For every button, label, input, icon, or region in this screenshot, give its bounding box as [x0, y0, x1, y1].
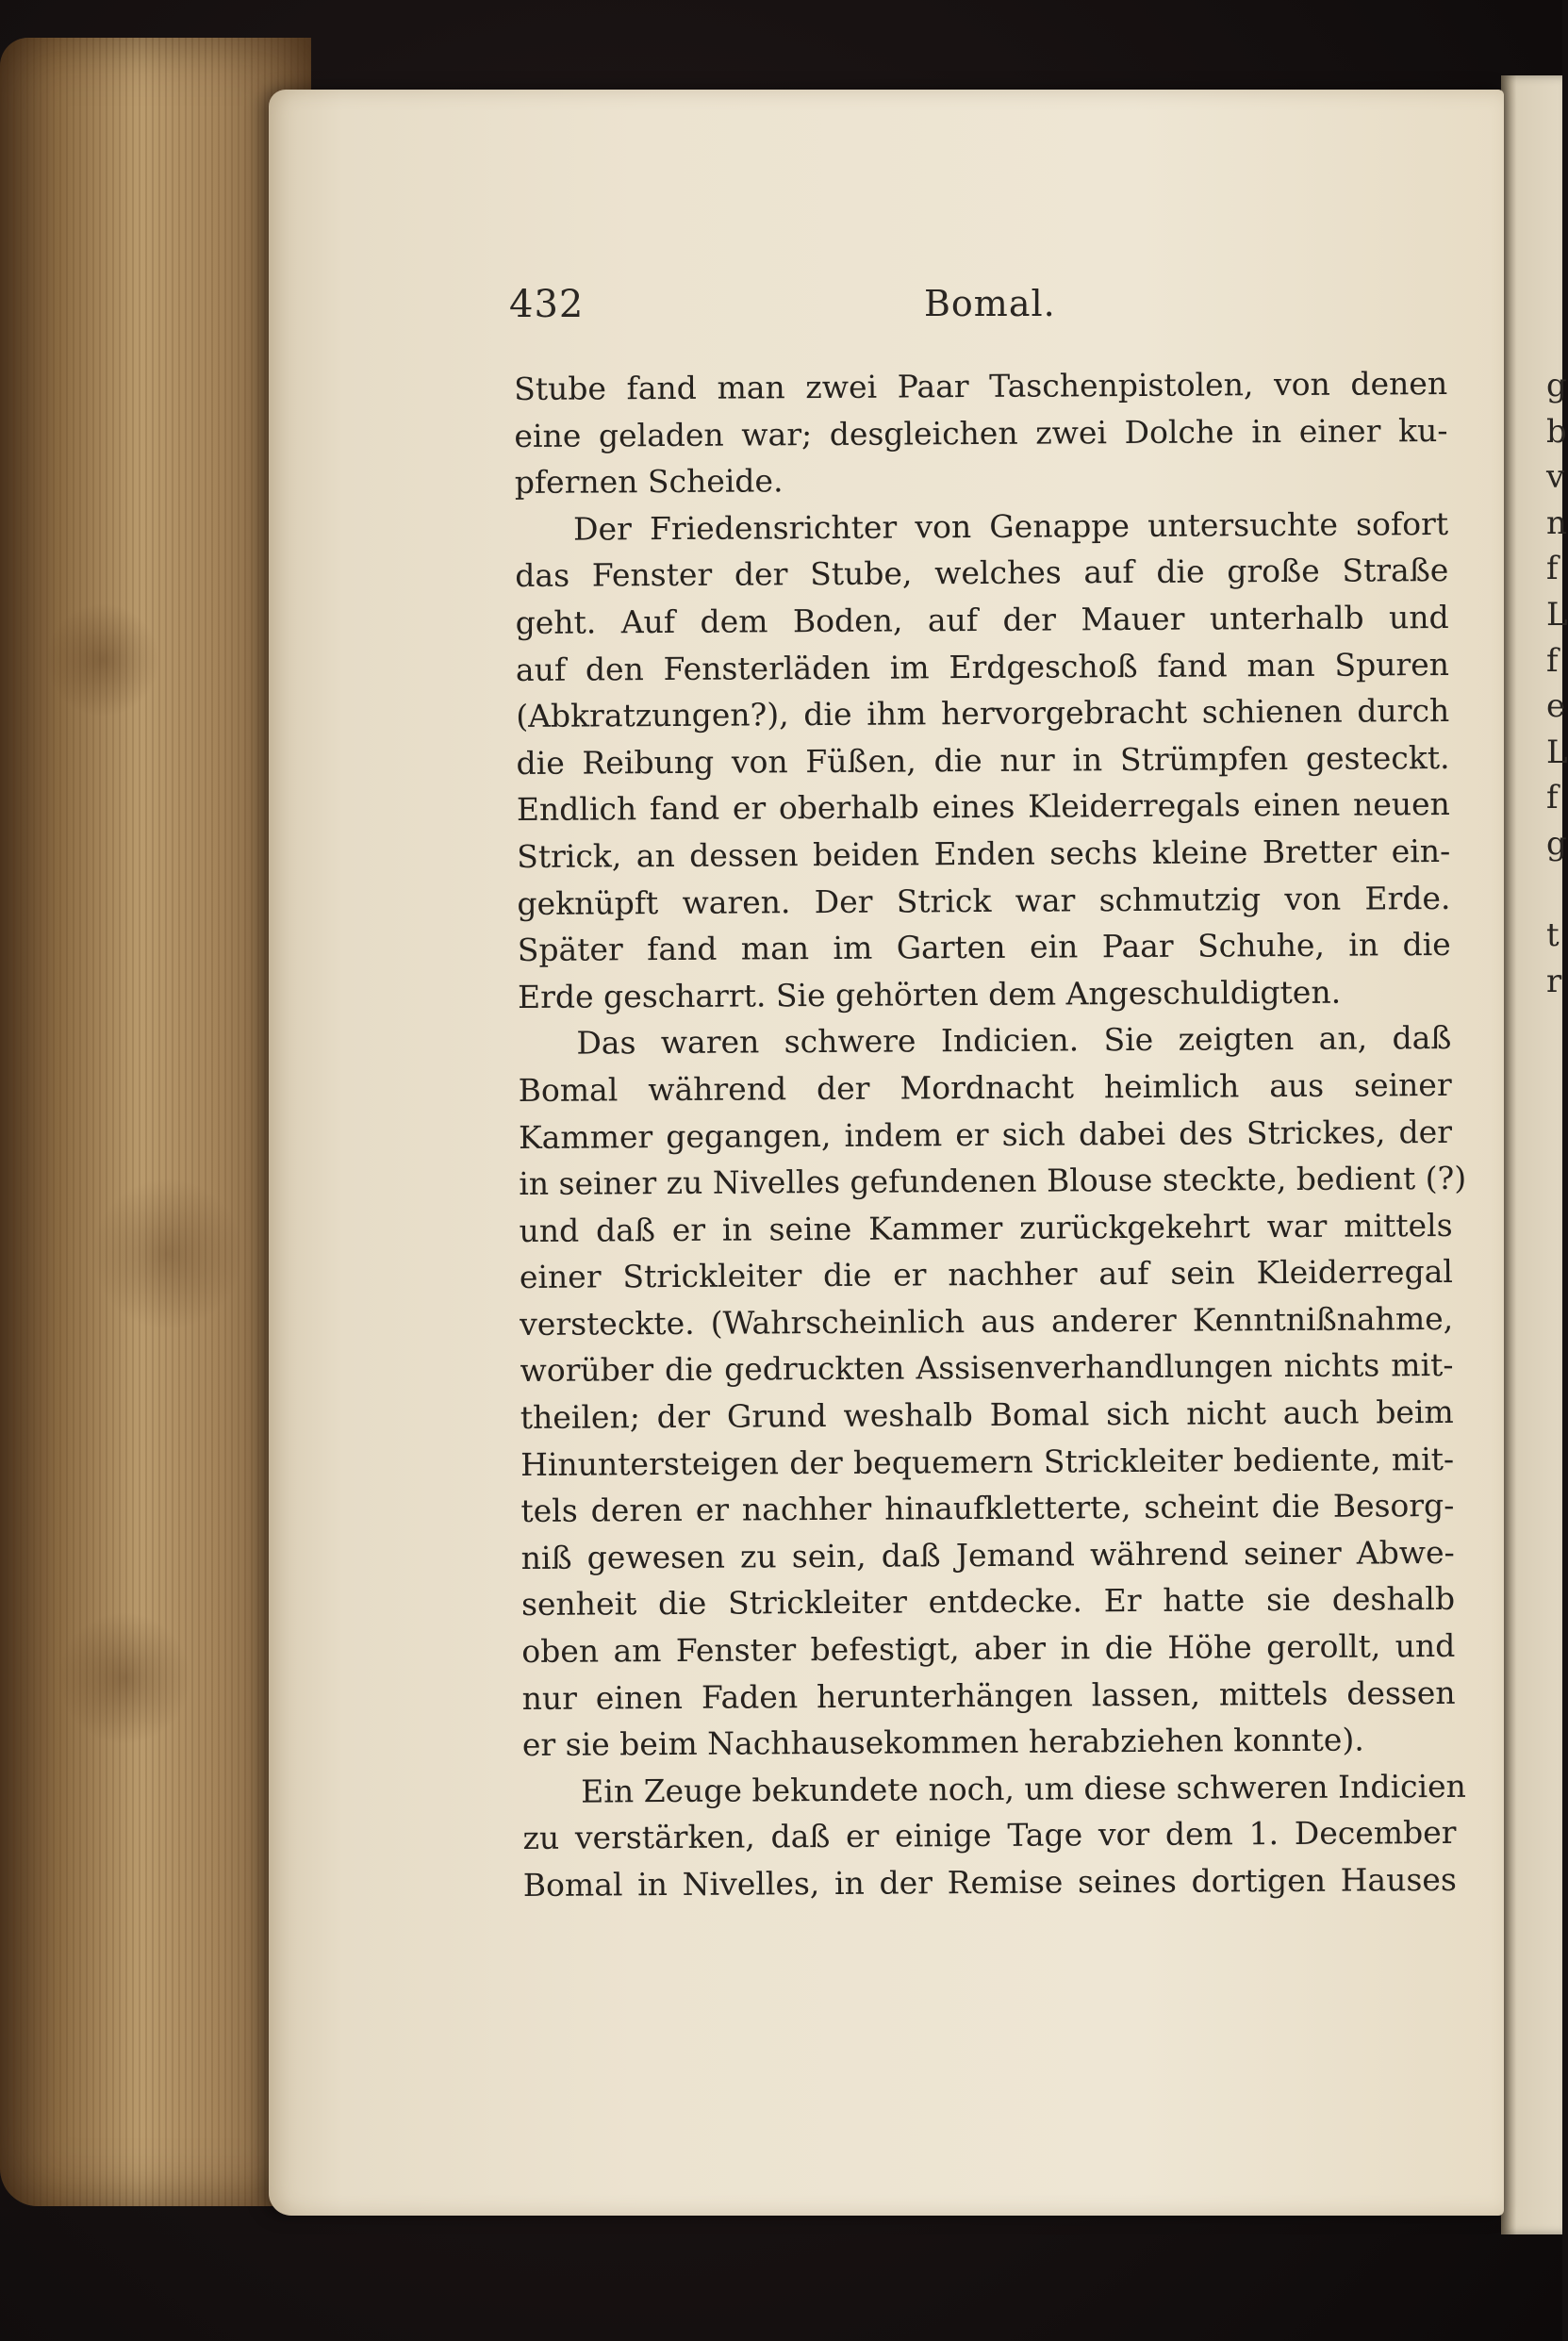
text-line: niß gewesen zu sein, daß Jemand während seiner Abwe- [520, 1533, 1455, 1576]
facing-page-letter: g [1546, 367, 1567, 404]
facing-page-letter: n [1546, 503, 1567, 542]
facing-page-letter: L [1546, 595, 1568, 634]
text-line: theilen; der Grund weshalb Bomal sich nicht auch beim [520, 1393, 1454, 1437]
text-line: (Abkratzungen?), die ihm hervorgebracht schienen durch [516, 692, 1450, 735]
text-line: worüber die gedruckten Assisenverhandlungen nichts mit- [520, 1346, 1454, 1390]
text-line: Strick, an dessen beiden Enden sechs kleine Bretter ein- [517, 832, 1451, 875]
text-line: eine geladen war; desgleichen zwei Dolche in einer ku- [514, 411, 1448, 454]
text-line: geknüpft waren. Der Strick war schmutzig von Erde. [517, 879, 1451, 922]
text-line: Ein Zeuge bekundete noch, um diese schweren Indicien [581, 1767, 1466, 1810]
text-line: auf den Fensterläden im Erdgeschoß fand man Spuren [515, 645, 1450, 688]
text-line: tels deren er nachher hinaufkletterte, scheint die Besorg- [520, 1487, 1455, 1530]
text-line: senheit die Strickleiter entdecke. Er hatte sie deshalb [520, 1580, 1456, 1624]
text-line: Später fand man im Garten ein Paar Schuhe, in die [517, 926, 1451, 969]
facing-page-letter: f [1546, 550, 1559, 588]
facing-page-letter: r [1546, 962, 1562, 1000]
facing-page-letter: L [1546, 733, 1568, 771]
facing-page-letter: v [1546, 458, 1565, 497]
text-line: in seiner zu Nivelles gefundenen Blouse steckte, bedient (?) [519, 1159, 1467, 1203]
facing-page-letter [1546, 867, 1562, 914]
text-line: nur einen Faden herunterhängen lassen, mittels dessen [521, 1673, 1456, 1717]
text-line: Erde gescharrt. Sie gehörten dem Angeschuldigten. [517, 973, 1342, 1015]
facing-page-letter: b [1546, 412, 1567, 451]
facing-page-letter: g [1546, 824, 1567, 863]
facing-page-letter: t [1546, 916, 1560, 955]
text-line: einer Strickleiter die er nachher auf sein Kleiderregal [519, 1253, 1454, 1296]
text-line: versteckte. (Wahrscheinlich aus anderer Kenntnißnahme, [520, 1299, 1454, 1343]
text-line: Stube fand man zwei Paar Taschenpistolen, von denen [514, 364, 1448, 407]
facing-page-letters [1546, 363, 1568, 1004]
text-line: Bomal während der Mordnacht heimlich aus seiner [518, 1065, 1452, 1109]
running-title: Bomal. [924, 283, 1056, 324]
text-line: pfernen Scheide. [514, 462, 784, 502]
text-line: geht. Auf dem Boden, auf der Mauer unterhalb und [515, 598, 1449, 641]
body-text [514, 360, 1467, 1909]
text-line: er sie beim Nachhausekommen herabziehen konnte). [521, 1721, 1364, 1764]
text-line: und daß er in seine Kammer zurückgekehrt war mittels [519, 1206, 1453, 1249]
page-fore-edge [0, 38, 311, 2206]
facing-page-letter: f [1546, 641, 1559, 680]
text-line: die Reibung von Füßen, die nur in Strümpfen gesteckt. [516, 738, 1450, 782]
page-number: 432 [509, 283, 585, 326]
foxing-stains [38, 321, 255, 2018]
text-line: Endlich fand er oberhalb eines Kleiderregals einen neuen [516, 785, 1450, 829]
facing-page-letter: f [1546, 779, 1559, 817]
facing-page-letter: e [1546, 687, 1566, 726]
text-line: Der Friedensrichter von Genappe untersuchte sofort [572, 504, 1449, 548]
text-line: das Fenster der Stube, welches auf die große Straße [515, 552, 1449, 595]
text-line: Das waren schwere Indicien. Sie zeigten an, daß [576, 1019, 1452, 1062]
text-line: Hinuntersteigen der bequemern Strickleiter bediente, mit- [520, 1440, 1455, 1483]
text-line: zu verstärken, daß er einige Tage vor dem 1. December [522, 1814, 1457, 1857]
running-head [509, 283, 1452, 339]
text-line: Bomal in Nivelles, in der Remise seines dortigen Hauses [522, 1860, 1457, 1904]
text-line: oben am Fenster befestigt, aber in die Höhe gerollt, und [521, 1626, 1456, 1671]
text-line: Kammer gegangen, indem er sich dabei des Strickes, der [518, 1113, 1453, 1156]
